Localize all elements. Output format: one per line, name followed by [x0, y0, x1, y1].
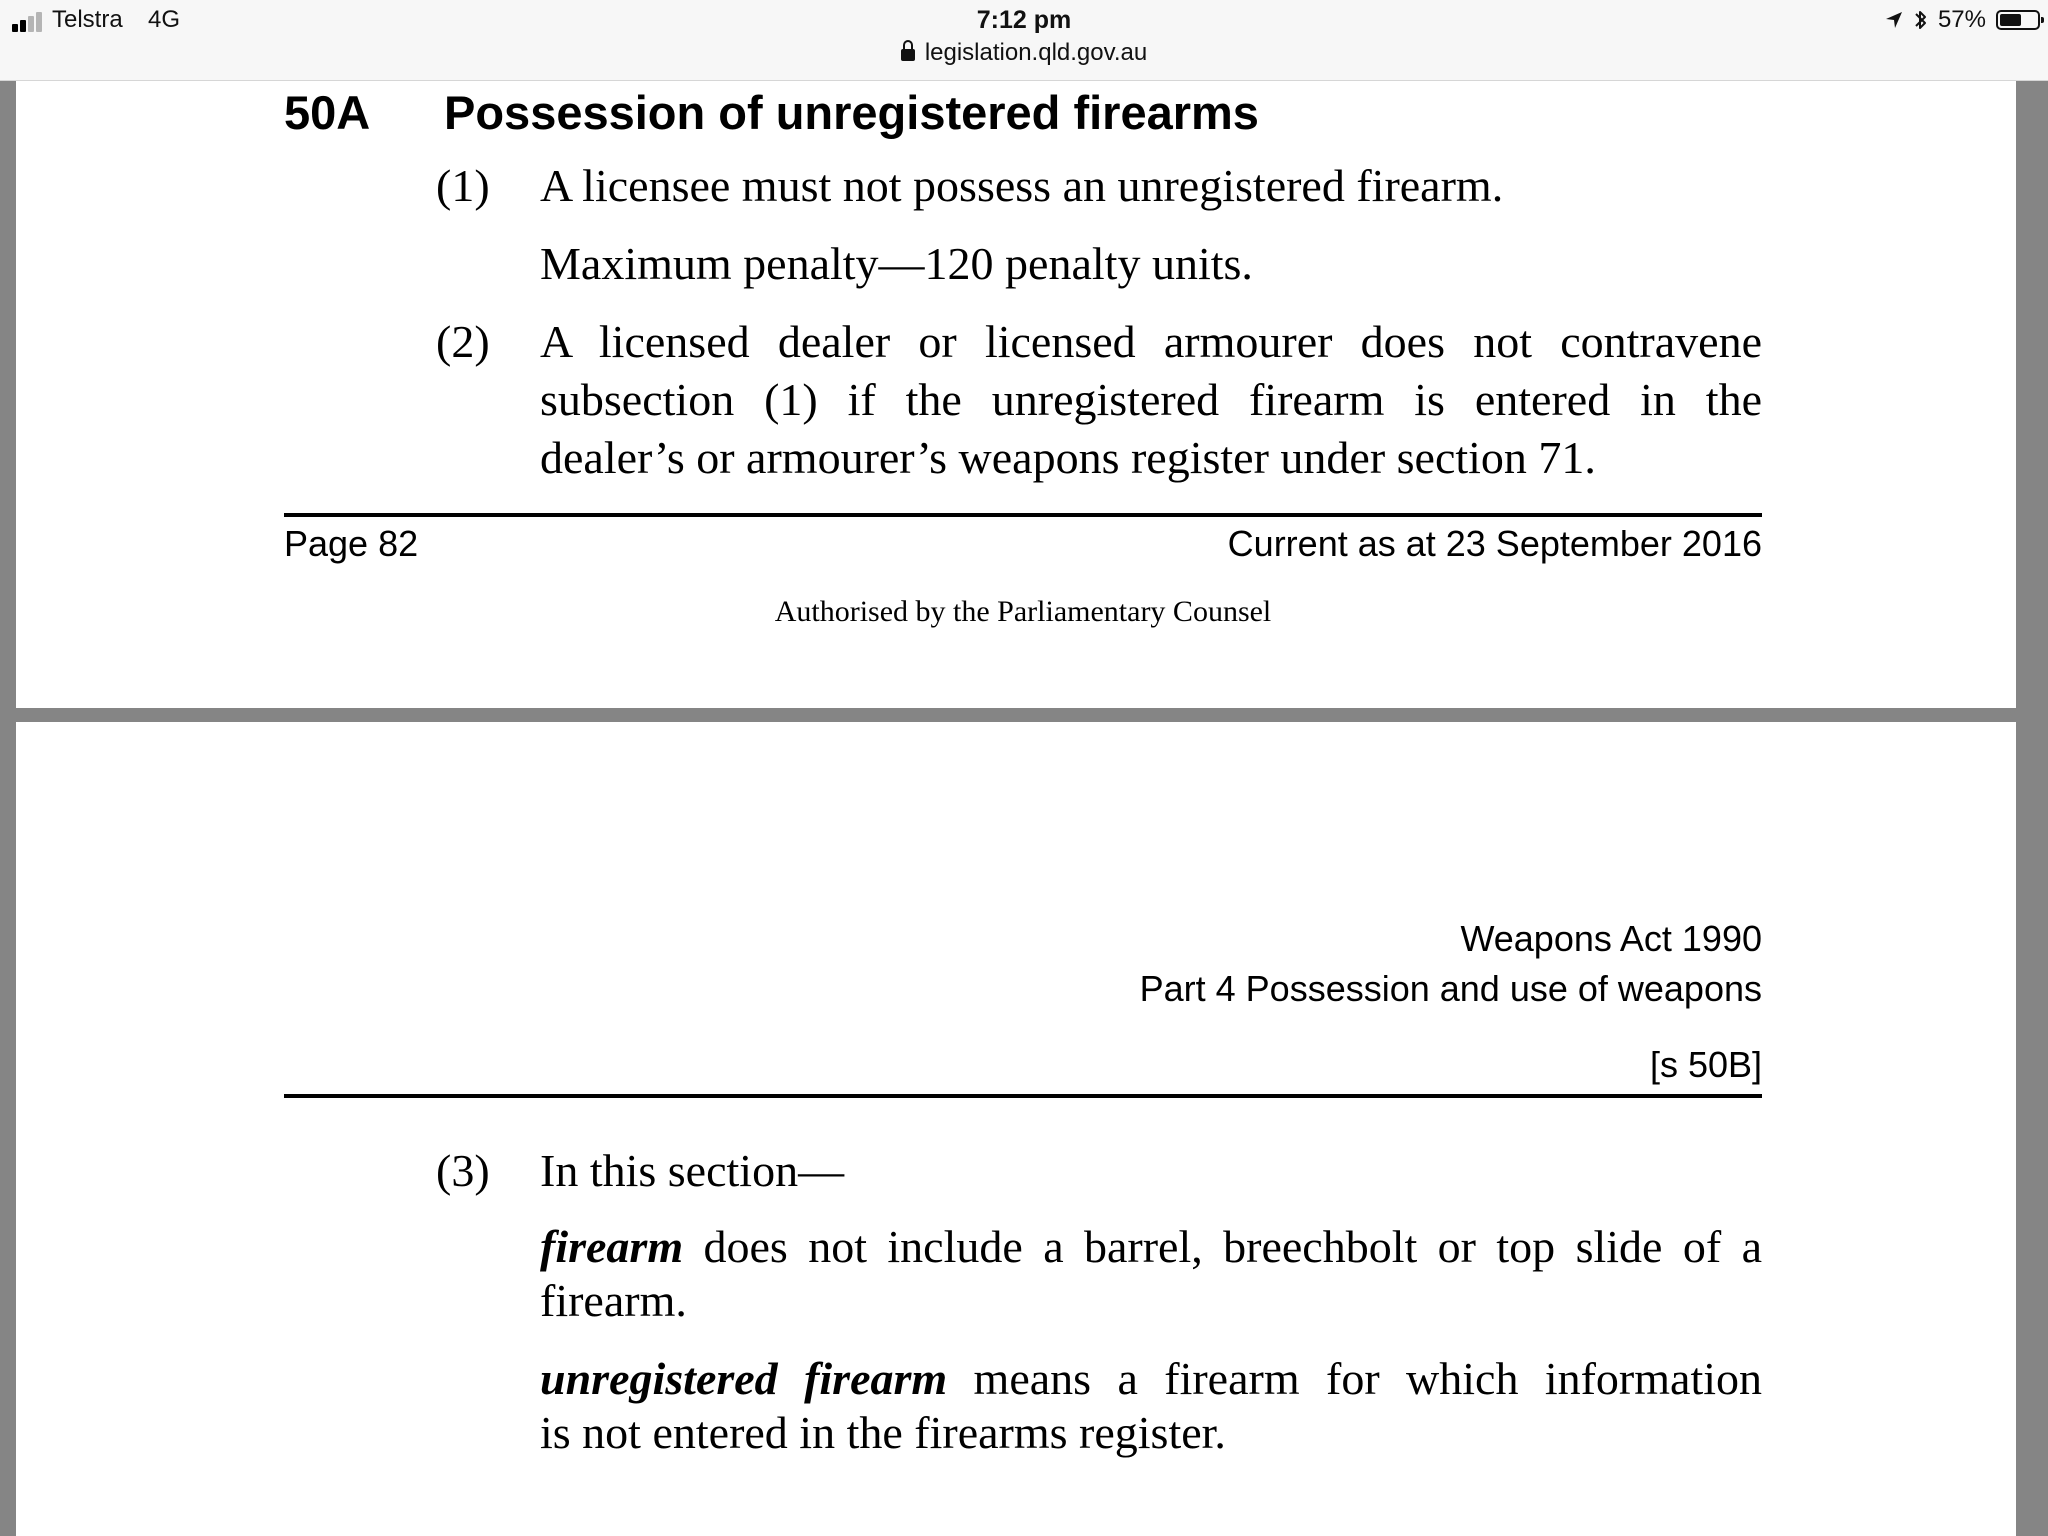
section-ref: [s 50B] — [1649, 1044, 1762, 1085]
subsection-text: A licensee must not possess an unregistered firearm. — [540, 160, 1504, 211]
battery-percent: 57% — [1937, 6, 1986, 33]
subsection-text-line: dealer’s or armourer’s weapons register under section 71. — [540, 432, 1596, 483]
address-bar[interactable] — [0, 39, 2048, 67]
subsection-text-line: subsection (1) if the unregistered firearm is entered in the — [540, 374, 1762, 425]
section-number: 50A — [284, 86, 371, 139]
carrier-name: Telstra — [52, 6, 123, 33]
lock-icon — [901, 49, 915, 61]
definition-unregistered-firearm — [540, 1352, 1762, 1460]
definition-line — [540, 1352, 1762, 1406]
definition-line — [540, 1220, 1762, 1274]
footer-divider — [284, 513, 1762, 517]
authorised-note: Authorised by the Parliamentary Counsel — [774, 595, 1272, 628]
status-bar — [0, 0, 2048, 81]
pdf-page-82[interactable] — [16, 81, 2016, 708]
status-time: 7:12 pm — [976, 6, 1072, 34]
defined-term: unregistered firearm — [540, 1353, 948, 1404]
defined-term: firearm — [540, 1221, 684, 1272]
subsection-intro: In this section— — [540, 1145, 845, 1196]
definition-text: means a firearm for which information — [947, 1353, 1762, 1404]
definition-line: is not entered in the firearms register. — [540, 1407, 1226, 1458]
definition-firearm — [540, 1220, 1762, 1328]
penalty-text: Maximum penalty—120 penalty units. — [540, 238, 1253, 289]
definition-text: does not include a barrel, breechbolt or top slide of a — [683, 1221, 1762, 1272]
definition-line: firearm. — [540, 1275, 687, 1326]
pdf-page-83[interactable] — [16, 722, 2016, 1536]
location-arrow-icon — [1884, 10, 1904, 30]
subsection-text-line: A licensed dealer or licensed armourer does not contravene — [540, 316, 1762, 367]
act-title: Weapons Act 1990 — [1460, 918, 1762, 959]
network-type: 4G — [148, 6, 181, 33]
battery-icon — [1996, 10, 2040, 30]
page-number: Page 82 — [284, 523, 419, 564]
header-divider — [284, 1094, 1762, 1098]
subsection-number: (3) — [436, 1145, 490, 1196]
status-indicators — [1884, 4, 2040, 36]
current-as-date: Current as at 23 September 2016 — [1227, 523, 1762, 564]
part-title: Part 4 Possession and use of weapons — [1139, 968, 1762, 1009]
section-title: Possession of unregistered firearms — [444, 86, 1259, 139]
subsection-text — [540, 313, 1762, 487]
page-url: legislation.qld.gov.au — [924, 39, 1148, 66]
subsection-number: (2) — [436, 316, 490, 367]
subsection-number: (1) — [436, 160, 490, 211]
bluetooth-icon — [1914, 8, 1928, 32]
